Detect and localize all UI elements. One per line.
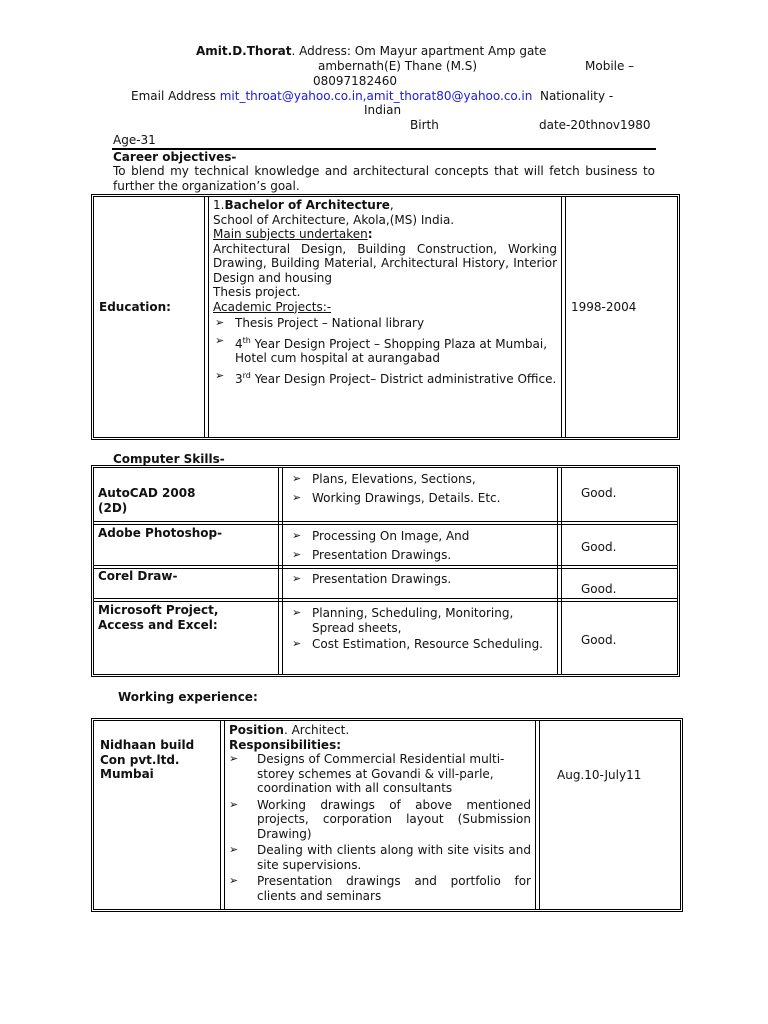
- degree-title: Bachelor of Architecture: [224, 198, 390, 212]
- subjects-colon: :: [367, 227, 373, 241]
- projects-list: [213, 316, 557, 386]
- education-divider-2: [561, 197, 566, 437]
- skill-items: [290, 606, 544, 652]
- responsibilities-list: [227, 752, 531, 903]
- position-line: [229, 723, 531, 738]
- skill-name: Microsoft Project, Access and Excel:: [98, 603, 219, 632]
- skill-name: Adobe Photoshop-: [98, 526, 223, 540]
- skill-item: ➢ Processing On Image, And: [290, 529, 554, 544]
- skill-item: ➢ Working Drawings, Details. Etc.: [290, 491, 554, 506]
- address-line-2: ambernath(E) Thane (M.S): [318, 59, 478, 73]
- candidate-name: Amit.D.Thorat: [196, 44, 292, 58]
- skill-item: ➢ Planning, Scheduling, Monitoring, Spread sheets,: [290, 606, 544, 635]
- career-text: To blend my technical knowledge and architectural concepts that will fetch business to further the organization’s goal.: [113, 164, 655, 193]
- subjects-list: Architectural Design, Building Construction, Working Drawing, Building Material, Architectural History, Interior Design and housing: [213, 241, 557, 285]
- skills-divider-2: [557, 468, 562, 674]
- experience-heading: Working experience:: [118, 690, 258, 704]
- experience-period: Aug.10-July11: [557, 768, 642, 782]
- education-years: 1998-2004: [571, 300, 637, 314]
- header-line-1: [196, 44, 596, 59]
- education-divider-1: [204, 197, 209, 437]
- thesis-line: Thesis project.: [213, 285, 301, 299]
- birth-label: Birth: [410, 118, 439, 132]
- skill-level: Good.: [581, 540, 617, 554]
- email-line: [131, 89, 613, 104]
- skill-items: [290, 572, 554, 587]
- project-item: ➢ Thesis Project – National library: [213, 316, 557, 331]
- company-name: Nidhaan build Con pvt.ltd. Mumbai: [100, 738, 195, 781]
- experience-content: [229, 723, 531, 903]
- mobile-number: 08097182460: [313, 74, 397, 88]
- skill-level: Good.: [581, 582, 617, 596]
- skill-item: ➢ Cost Estimation, Resource Scheduling.: [290, 637, 544, 652]
- age: Age-31: [113, 133, 156, 147]
- skill-name: AutoCAD 2008 (2D): [98, 486, 196, 515]
- skills-row-divider: [94, 598, 677, 602]
- responsibility-item: ➢ Working drawings of above mentioned projects, corporation layout (Submission Drawing): [227, 798, 531, 842]
- nationality-value: Indian: [364, 103, 402, 117]
- degree-line: [213, 198, 557, 213]
- skill-items: [290, 472, 554, 505]
- position-value: . Architect.: [283, 723, 350, 737]
- skill-level: Good.: [581, 633, 617, 647]
- degree-suffix: ,: [389, 198, 394, 212]
- school-name: School of Architecture, Akola,(MS) India.: [213, 212, 455, 227]
- subjects-heading-line: [213, 227, 557, 242]
- skill-name: Corel Draw-: [98, 569, 178, 583]
- career-heading: Career objectives-: [113, 150, 237, 164]
- education-content: [213, 198, 557, 386]
- responsibility-item: ➢ Designs of Commercial Residential multi-storey schemes at Govandi & vill-parle, coordination with all consultants: [227, 752, 531, 796]
- responsibility-item: ➢ Presentation drawings and portfolio for clients and seminars: [227, 874, 531, 903]
- experience-divider-2: [535, 721, 540, 909]
- education-label: Education:: [99, 300, 171, 314]
- skills-divider-1: [278, 468, 283, 674]
- experience-divider-1: [220, 721, 225, 909]
- project-item: ➢ 3rd Year Design Project– District administrative Office.: [213, 369, 557, 387]
- skills-heading: Computer Skills-: [113, 452, 225, 466]
- email-label: Email Address: [131, 89, 216, 103]
- responsibility-item: ➢ Dealing with clients along with site visits and site supervisions.: [227, 843, 531, 872]
- address-label: . Address: Om Mayur apartment Amp gate: [291, 44, 547, 58]
- skill-items: [290, 529, 554, 562]
- birth-date: date-20thnov1980: [539, 118, 651, 132]
- responsibilities-label: Responsibilities:: [229, 737, 342, 752]
- skill-level: Good.: [581, 486, 617, 500]
- projects-heading: Academic Projects:-: [213, 299, 332, 314]
- position-label: Position: [229, 723, 284, 737]
- email-links[interactable]: mit_throat@yahoo.co.in,amit_thorat80@yahoo.co.in: [219, 89, 533, 103]
- skills-row-divider: [94, 565, 677, 569]
- skills-row-divider: [94, 521, 677, 525]
- skill-item: ➢ Plans, Elevations, Sections,: [290, 472, 554, 487]
- nationality-label: Nationality -: [539, 89, 614, 103]
- skill-item: ➢ Presentation Drawings.: [290, 572, 554, 587]
- subjects-heading: Main subjects undertaken: [213, 227, 368, 241]
- skill-item: ➢ Presentation Drawings.: [290, 548, 554, 563]
- mobile-label: Mobile –: [585, 59, 635, 73]
- project-item: ➢ 4th Year Design Project – Shopping Plaza at Mumbai, Hotel cum hospital at aurangabad: [213, 334, 557, 366]
- degree-number: 1.: [213, 198, 225, 212]
